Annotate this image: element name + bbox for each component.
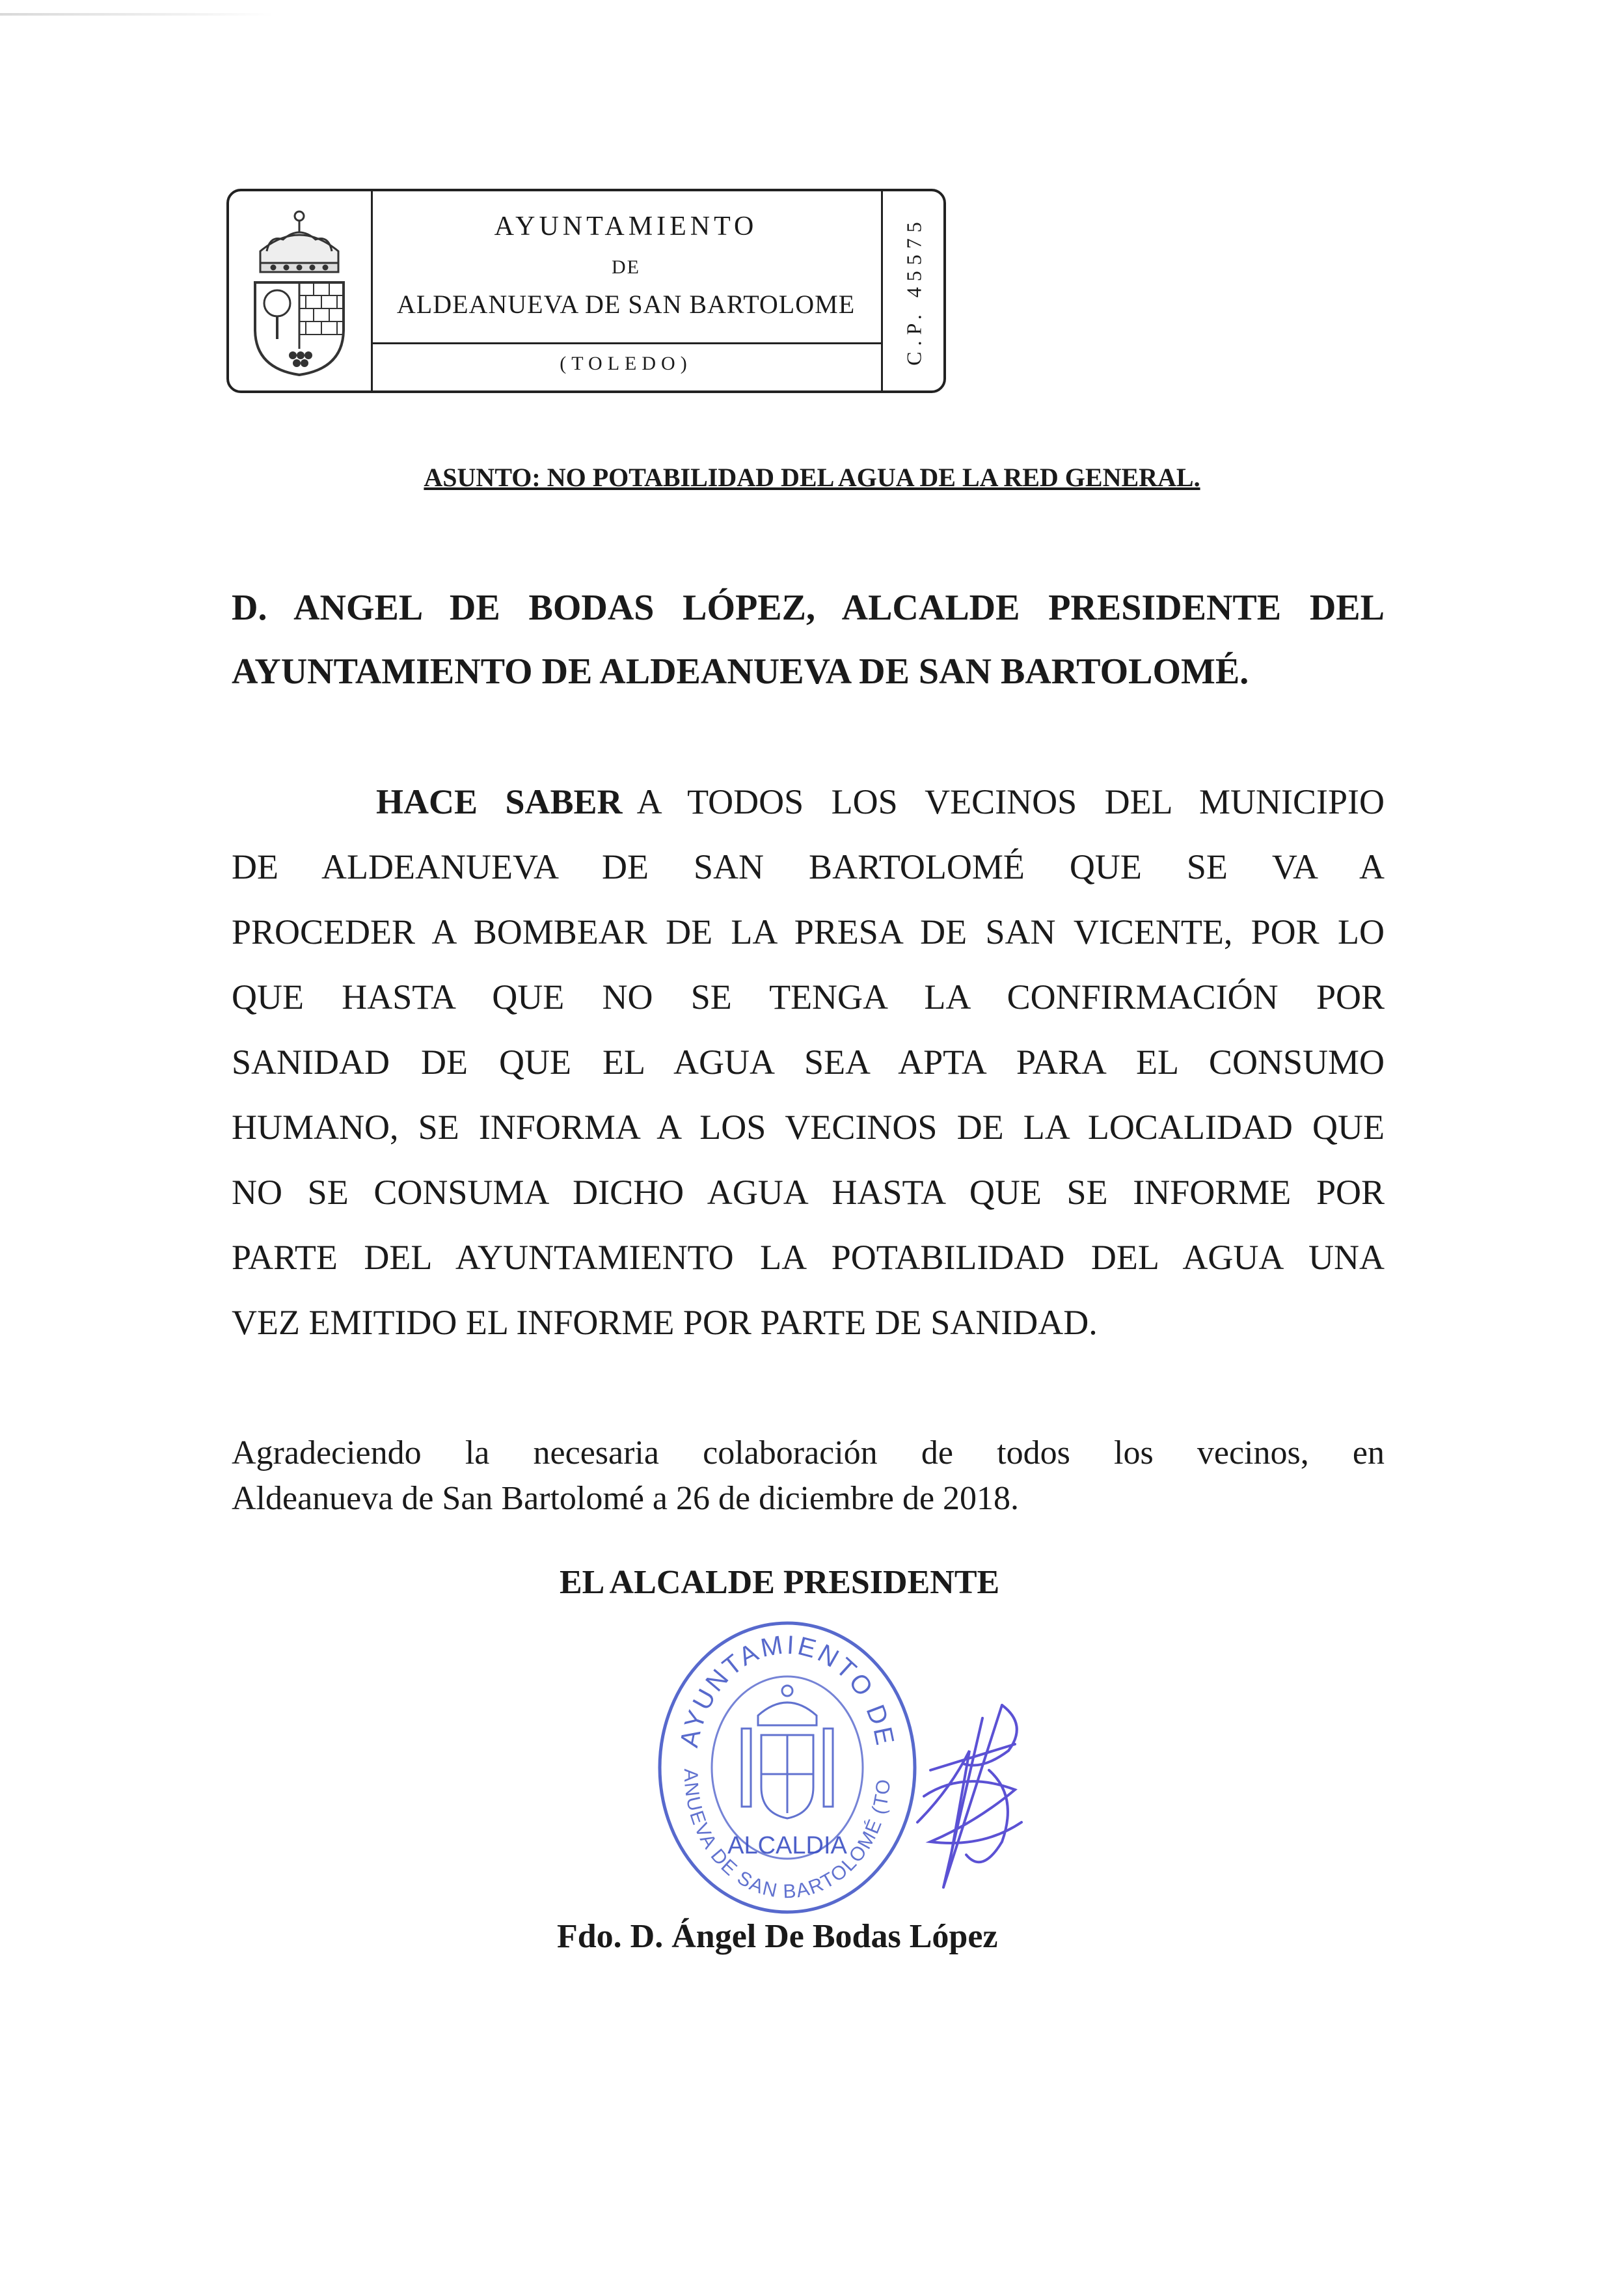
handwritten-signature — [904, 1692, 1035, 1910]
announcement-lead: HACE SABER — [376, 782, 623, 821]
announcement-line: NO SE CONSUMA DICHO AGUA HASTA QUE SE INFORME POR — [232, 1173, 1385, 1212]
intro-paragraph — [232, 576, 1385, 704]
closing-line-1: Agradeciendo la necesaria colaboración de todos los vecinos, en — [232, 1434, 1385, 1471]
intro-line-2: AYUNTAMIENTO DE ALDEANUEVA DE SAN BARTOLOMÉ. — [232, 651, 1249, 692]
letterhead-line1: AYUNTAMIENTO — [494, 212, 758, 241]
seal-stamp-icon — [651, 1618, 924, 1917]
signature-scribble-icon — [904, 1692, 1035, 1907]
seal-ring-top: AYUNTAMIENTO DE — [675, 1630, 900, 1750]
letterhead-line3: ALDEANUEVA DE SAN BARTOLOME — [396, 290, 856, 319]
municipal-coat-of-arms-icon — [241, 206, 358, 377]
closing-paragraph — [232, 1430, 1385, 1522]
announcement-line: PARTE DEL AYUNTAMIENTO LA POTABILIDAD DEL AGUA UNA — [232, 1238, 1385, 1277]
signed-by: Fdo. D. Ángel De Bodas López — [557, 1918, 998, 1955]
letterhead — [226, 189, 946, 393]
official-seal — [651, 1618, 924, 1921]
seal-center-text: ALCALDIA — [727, 1832, 847, 1859]
announcement-line-text: A TODOS LOS VECINOS DEL MUNICIPIO — [636, 782, 1385, 821]
letterhead-line2: DE — [612, 256, 640, 278]
seal-ring-bottom: ANUEVA DE SAN BARTOLOMÉ (TO — [679, 1768, 895, 1903]
announcement-line: VEZ EMITIDO EL INFORME POR PARTE DE SANIDAD. — [232, 1303, 1098, 1342]
announcement-line: PROCEDER A BOMBEAR DE LA PRESA DE SAN VICENTE, POR LO — [232, 912, 1385, 951]
letterhead-province: (TOLEDO) — [560, 353, 692, 374]
announcement-line: DE ALDEANUEVA DE SAN BARTOLOMÉ QUE SE VA A — [232, 847, 1385, 886]
subject-line: ASUNTO: NO POTABILIDAD DEL AGUA DE LA RED GENERAL. — [424, 463, 1200, 492]
announcement-line: HUMANO, SE INFORMA A LOS VECINOS DE LA LOCALIDAD QUE — [232, 1108, 1385, 1147]
announcement-line: QUE HASTA QUE NO SE TENGA LA CONFIRMACIÓN POR — [232, 978, 1385, 1017]
signer-title: EL ALCALDE PRESIDENTE — [560, 1564, 1000, 1601]
letterhead-crest — [229, 191, 373, 390]
closing-line-2: Aldeanueva de San Bartolomé a 26 de diciembre de 2018. — [232, 1480, 1020, 1517]
postal-code: C.P. 45575 — [902, 216, 926, 366]
announcement-line — [232, 769, 1385, 834]
intro-line-1: D. ANGEL DE BODAS LÓPEZ, ALCALDE PRESIDENTE DEL — [232, 588, 1385, 628]
announcement-line: SANIDAD DE QUE EL AGUA SEA APTA PARA EL CONSUMO — [232, 1043, 1385, 1082]
letterhead-title-block — [371, 191, 881, 390]
letterhead-postal-code-box — [881, 191, 945, 390]
letterhead-divider — [371, 342, 881, 344]
announcement-paragraph — [232, 769, 1385, 1355]
svg-text:AYUNTAMIENTO DE — [675, 1630, 900, 1750]
scan-artifact — [0, 13, 273, 16]
